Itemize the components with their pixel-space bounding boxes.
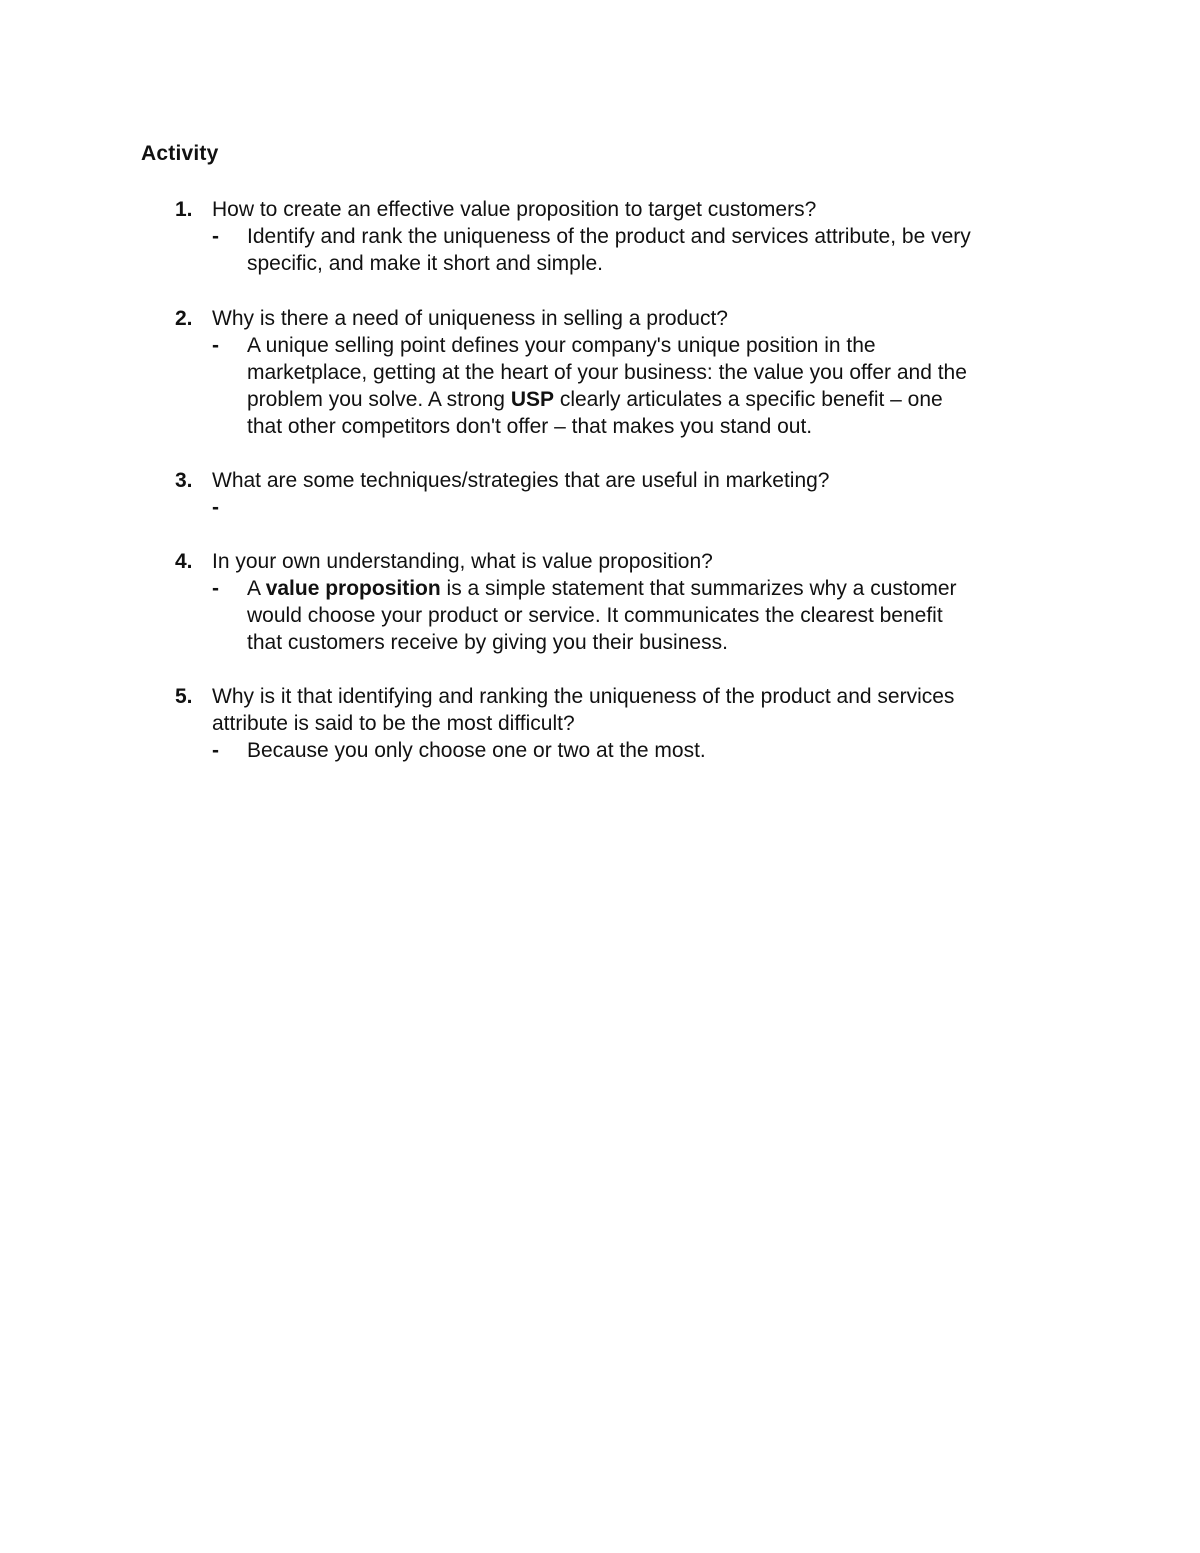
usp-term: USP bbox=[510, 388, 554, 411]
item-number: 5. bbox=[175, 685, 193, 708]
answer-text: Identify and rank the uniqueness of the product and services attribute, be very bbox=[247, 225, 971, 248]
answer-text: specific, and make it short and simple. bbox=[247, 252, 603, 275]
answer-text bbox=[247, 386, 943, 413]
answer-dash: - bbox=[212, 739, 219, 762]
question-text: Why is there a need of uniqueness in selling a product? bbox=[212, 307, 728, 330]
question-text: What are some techniques/strategies that are useful in marketing? bbox=[212, 469, 830, 492]
answer-dash: - bbox=[212, 225, 219, 248]
answer-text-segment: A bbox=[247, 577, 266, 600]
item-number: 4. bbox=[175, 550, 193, 573]
value-proposition-term: value proposition bbox=[265, 577, 441, 600]
item-number: 1. bbox=[175, 198, 193, 221]
answer-text: marketplace, getting at the heart of your business: the value you offer and the bbox=[247, 361, 967, 384]
item-number: 2. bbox=[175, 307, 193, 330]
answer-text: that customers receive by giving you their business. bbox=[247, 631, 728, 654]
answer-text: would choose your product or service. It communicates the clearest benefit bbox=[247, 604, 943, 627]
answer-dash: - bbox=[212, 334, 219, 357]
answer-text-segment: problem you solve. A strong bbox=[247, 388, 511, 411]
answer-text-segment: is a simple statement that summarizes why a customer bbox=[440, 577, 957, 600]
question-text: In your own understanding, what is value proposition? bbox=[212, 550, 713, 573]
answer-text: Because you only choose one or two at the most. bbox=[247, 739, 706, 762]
page-title: Activity bbox=[141, 142, 219, 165]
question-text: Why is it that identifying and ranking the uniqueness of the product and services bbox=[212, 685, 955, 708]
question-text: attribute is said to be the most difficult? bbox=[212, 712, 575, 735]
answer-text-segment: clearly articulates a specific benefit – one bbox=[554, 388, 943, 411]
answer-dash: - bbox=[212, 496, 219, 519]
answer-dash: - bbox=[212, 577, 219, 600]
answer-text bbox=[247, 575, 957, 602]
question-text: How to create an effective value proposition to target customers? bbox=[212, 198, 817, 221]
item-number: 3. bbox=[175, 469, 193, 492]
answer-text: A unique selling point defines your company's unique position in the bbox=[247, 334, 876, 357]
answer-text: that other competitors don't offer – that makes you stand out. bbox=[247, 415, 813, 438]
